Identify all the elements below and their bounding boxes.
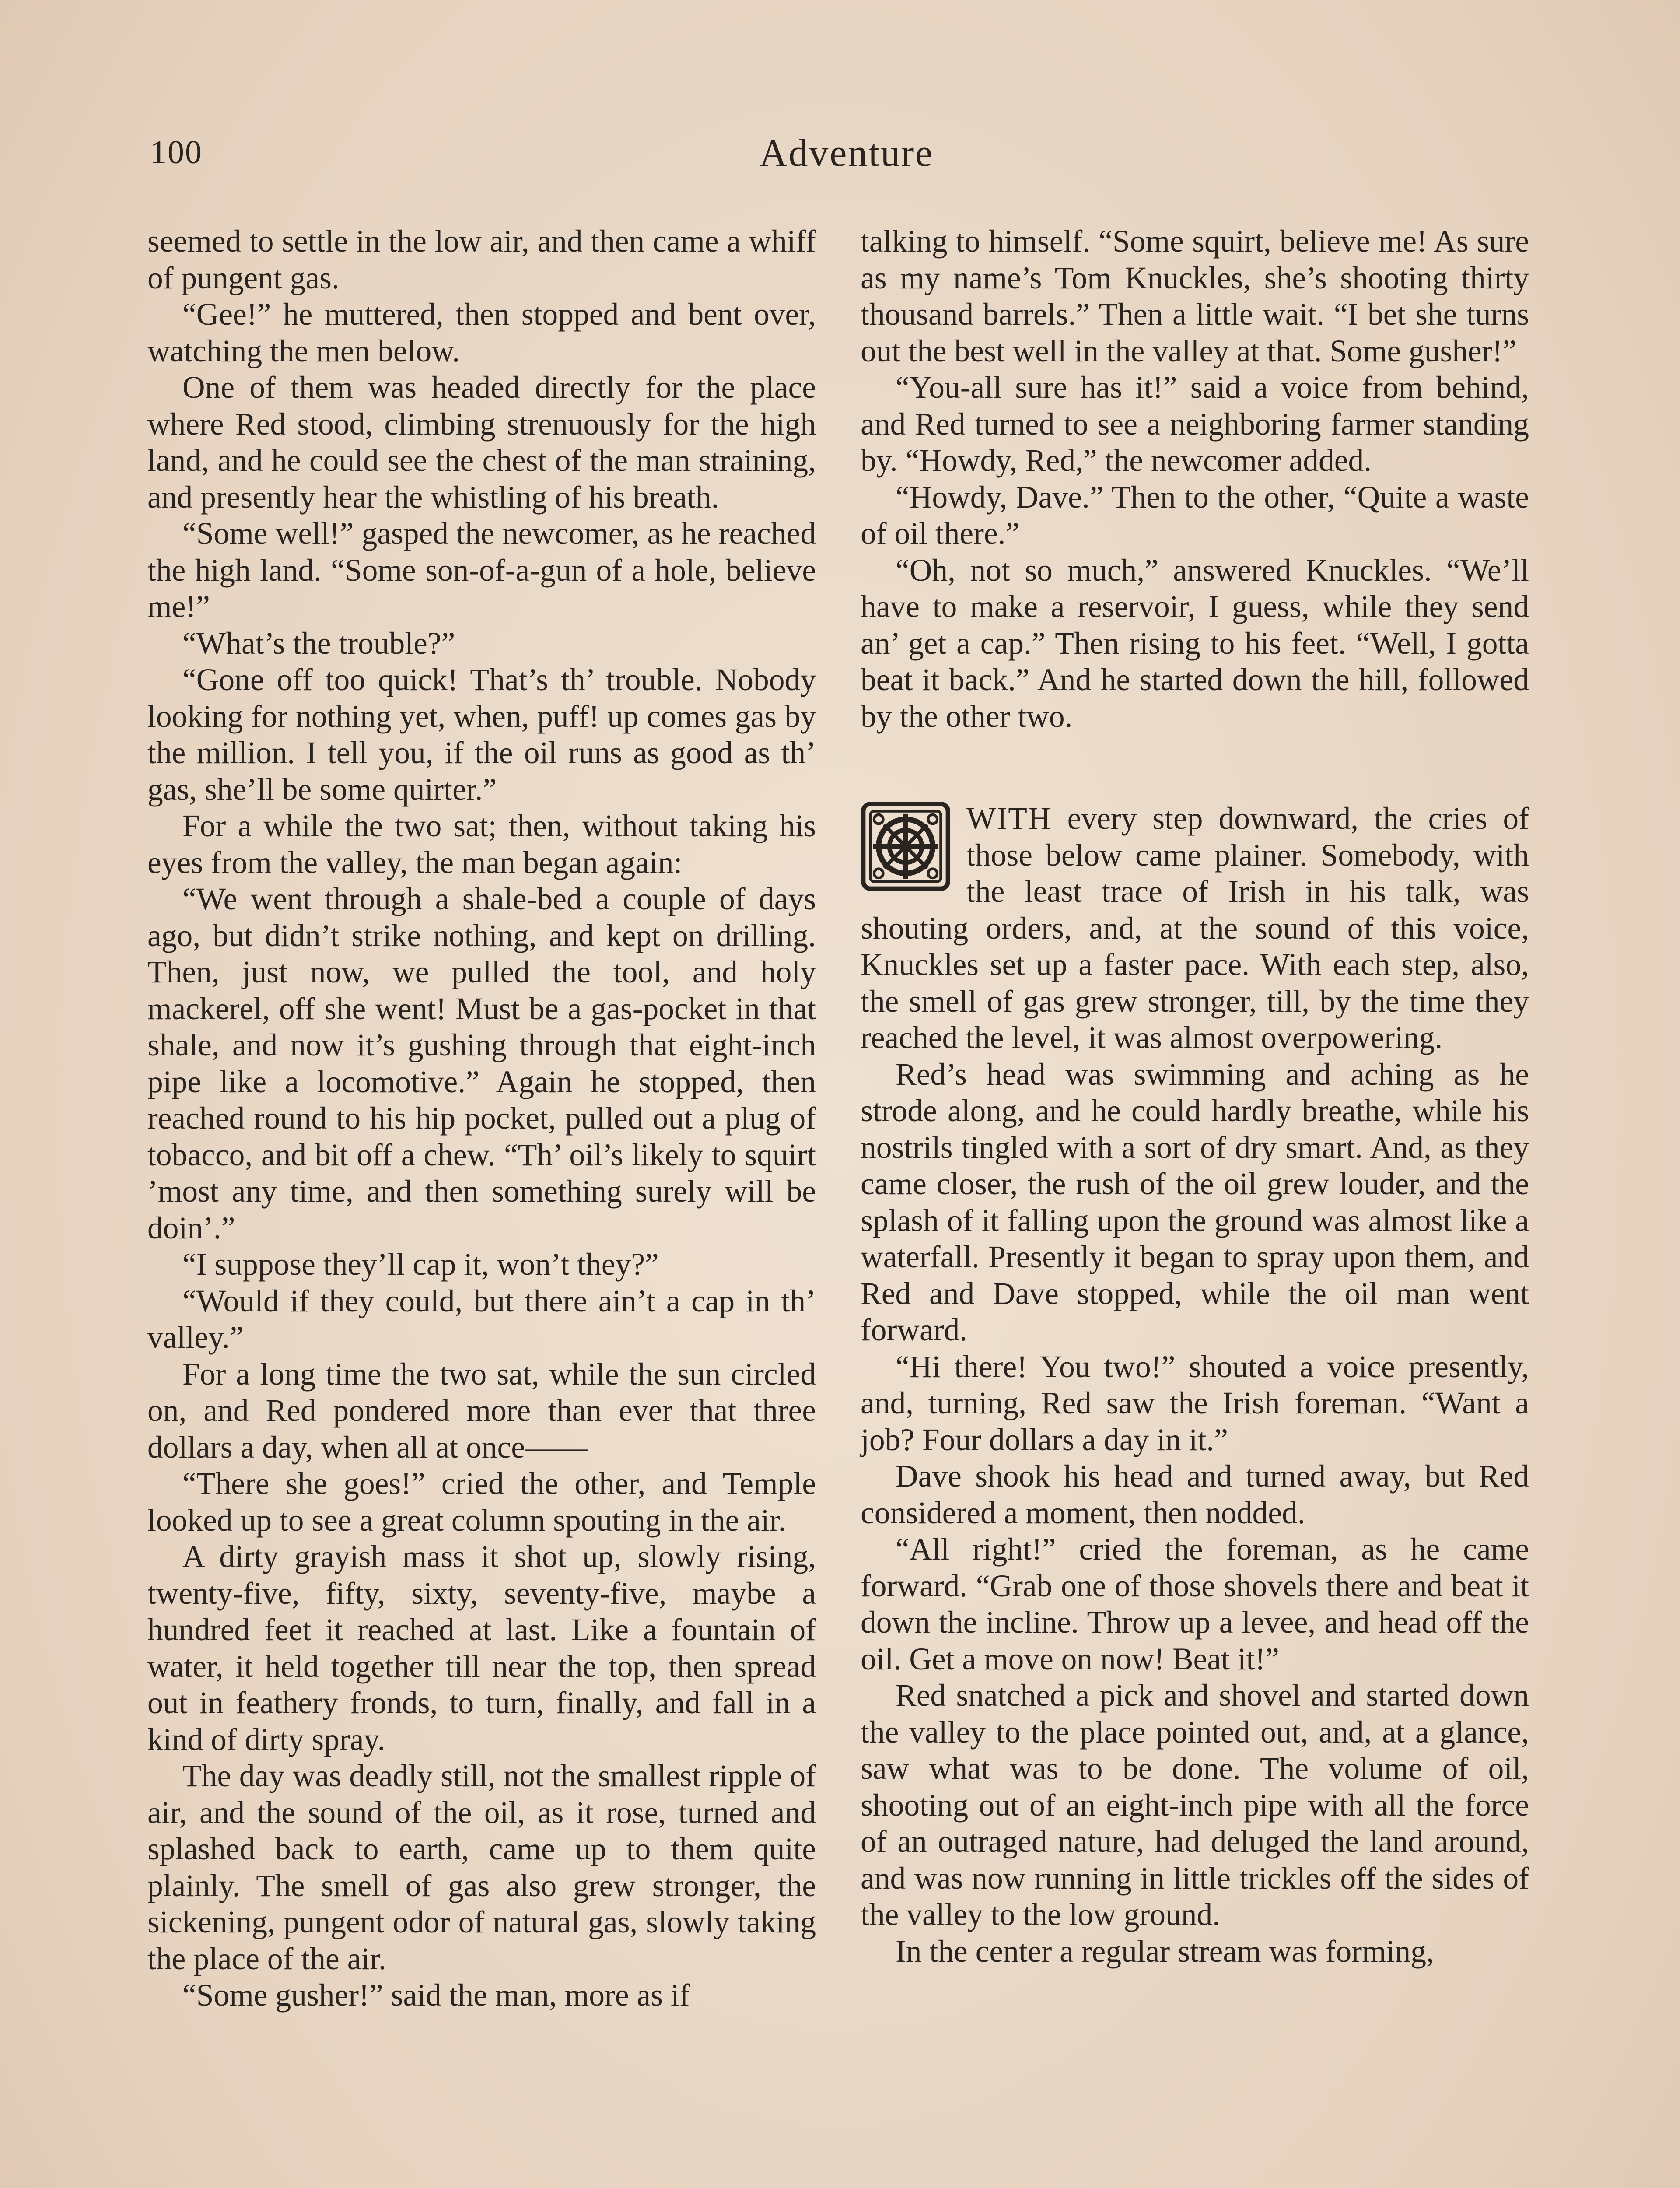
paragraph: For a while the two sat; then, without taking his eyes from the valley, the man began again: [147,809,816,880]
section-break [861,735,1529,800]
paragraph: “You-all sure has it!” said a voice from behind, and Red turned to see a neighboring farmer standing by. “Howdy, Red,” the newcomer added. [861,370,1529,478]
paragraph: “Would if they could, but there ain’t a cap in th’ valley.” [147,1283,816,1355]
paragraph: “What’s the trouble?” [182,626,455,661]
section-opening [861,800,1529,1056]
paragraph: “Oh, not so much,” answered Knuckles. “We’ll have to make a reservoir, I guess, while they send an’ get a cap.” Then rising to his feet. “Well, I gotta beat it back.” And he started down the hill, followed by the other two. [861,553,1529,734]
paragraph: The day was deadly still, not the smallest ripple of air, and the sound of the oil, as it rose, turned and splashed back to earth, came up to them quite plainly. The smell of gas also grew stronger, the sickening, pungent odor of natural gas, slowly taking the place of the air. [147,1759,816,1976]
paragraph: “Some well!” gasped the newcomer, as he reached the high land. “Some son-of-a-gun of a hole, believe me!” [147,516,816,624]
paragraph: Red’s head was swimming and aching as he strode along, and he could hardly breathe, while his nostrils tingled with a sort of dry smart. And, as they came closer, the rush of the oil grew louder, and the splash of it falling upon the ground was almost like a waterfall. Presently it began to spray upon them, and Red and Dave stopped, while the oil man went forward. [861,1057,1529,1347]
paragraph: “There she goes!” cried the other, and Temple looked up to see a great column spouting in the air. [147,1466,816,1538]
paragraph: For a long time the two sat, while the sun circled on, and Red pondered more than ever that three dollars a day, when all at once—— [147,1357,816,1465]
paragraph: One of them was headed directly for the place where Red stood, climbing strenuously for the high land, and he could see the chest of the man straining, and presently hear the whistling of his breath. [147,370,816,515]
lead-text: every step downward, the cries of those below came plainer. Somebody, with the least trace of Irish in his talk, was shouting orders, and, at the sound of this voice, Knuckles set up a faster pace. With each step, also, the smell of gas grew stronger, till, by the time they reached the level, it was almost overpowering. [861,801,1529,1055]
right-column [861,223,1529,1970]
paragraph: A dirty grayish mass it shot up, slowly rising, twenty-five, fifty, sixty, seventy-five, maybe a hundred feet it reached at last. Like a fountain of water, it held together till near the top, then spread out in feathery fronds, to turn, finally, and fall in a kind of dirty spray. [147,1539,816,1757]
celtic-knot-ornament-icon [861,801,951,891]
paragraph: “Some gusher!” said the man, more as if [182,1978,690,2013]
paragraph: “Hi there! You two!” shouted a voice presently, and, turning, Red saw the Irish foreman. “Want a job? Four dollars a day in it.” [861,1349,1529,1457]
paragraph: “Gone off too quick! That’s th’ trouble. Nobody looking for nothing yet, when, puff! up comes gas by the million. I tell you, if the oil runs as good as th’ gas, she’ll be some quirter.” [147,663,816,807]
lead-word: WITH [966,801,1052,836]
paragraph: talking to himself. “Some squirt, believe me! As sure as my name’s Tom Knuckles, she’s shooting thirty thousand barrels.” Then a little wait. “I bet she turns out the best well in the valley at that. Some gusher!” [861,224,1529,368]
paragraph: seemed to settle in the low air, and then came a whiff of pungent gas. [147,224,816,295]
paragraph: “I suppose they’ll cap it, won’t they?” [182,1247,659,1282]
paragraph: Red snatched a pick and shovel and started down the valley to the place pointed out, and, at a glance, saw what was to be done. The volume of oil, shooting out of an eight-inch pipe with all the force of an outraged nature, had deluged the land around, and was now running in little trickles off the sides of the valley to the low ground. [861,1678,1529,1932]
paragraph: “Howdy, Dave.” Then to the other, “Quite a waste of oil there.” [861,480,1529,551]
paragraph: In the center a regular stream was forming, [896,1934,1434,1969]
paragraph: “Gee!” he muttered, then stopped and bent over, watching the men below. [147,297,816,368]
paragraph: “All right!” cried the foreman, as he came forward. “Grab one of those shovels there and beat it down the incline. Throw up a levee, and head off the oil. Get a move on now! Beat it!” [861,1532,1529,1676]
running-head: Adventure [759,132,934,175]
paragraph: “We went through a shale-bed a couple of days ago, but didn’t strike nothing, and kept on drilling. Then, just now, we pulled the tool, and holy mackerel, off she went! Must be a gas-pocket in that shale, and now it’s gushing through that eight-inch pipe like a locomotive.” Again he stopped, then reached round to his hip pocket, pulled out a plug of tobacco, and bit off a chew. “Th’ oil’s likely to squirt ’most any time, and then something surely will be doin’.” [147,882,816,1245]
left-column [147,223,816,2014]
section-first-paragraph [861,800,1529,1056]
page-number: 100 [150,134,203,171]
paragraph: Dave shook his head and turned away, but Red considered a moment, then nodded. [861,1459,1529,1530]
